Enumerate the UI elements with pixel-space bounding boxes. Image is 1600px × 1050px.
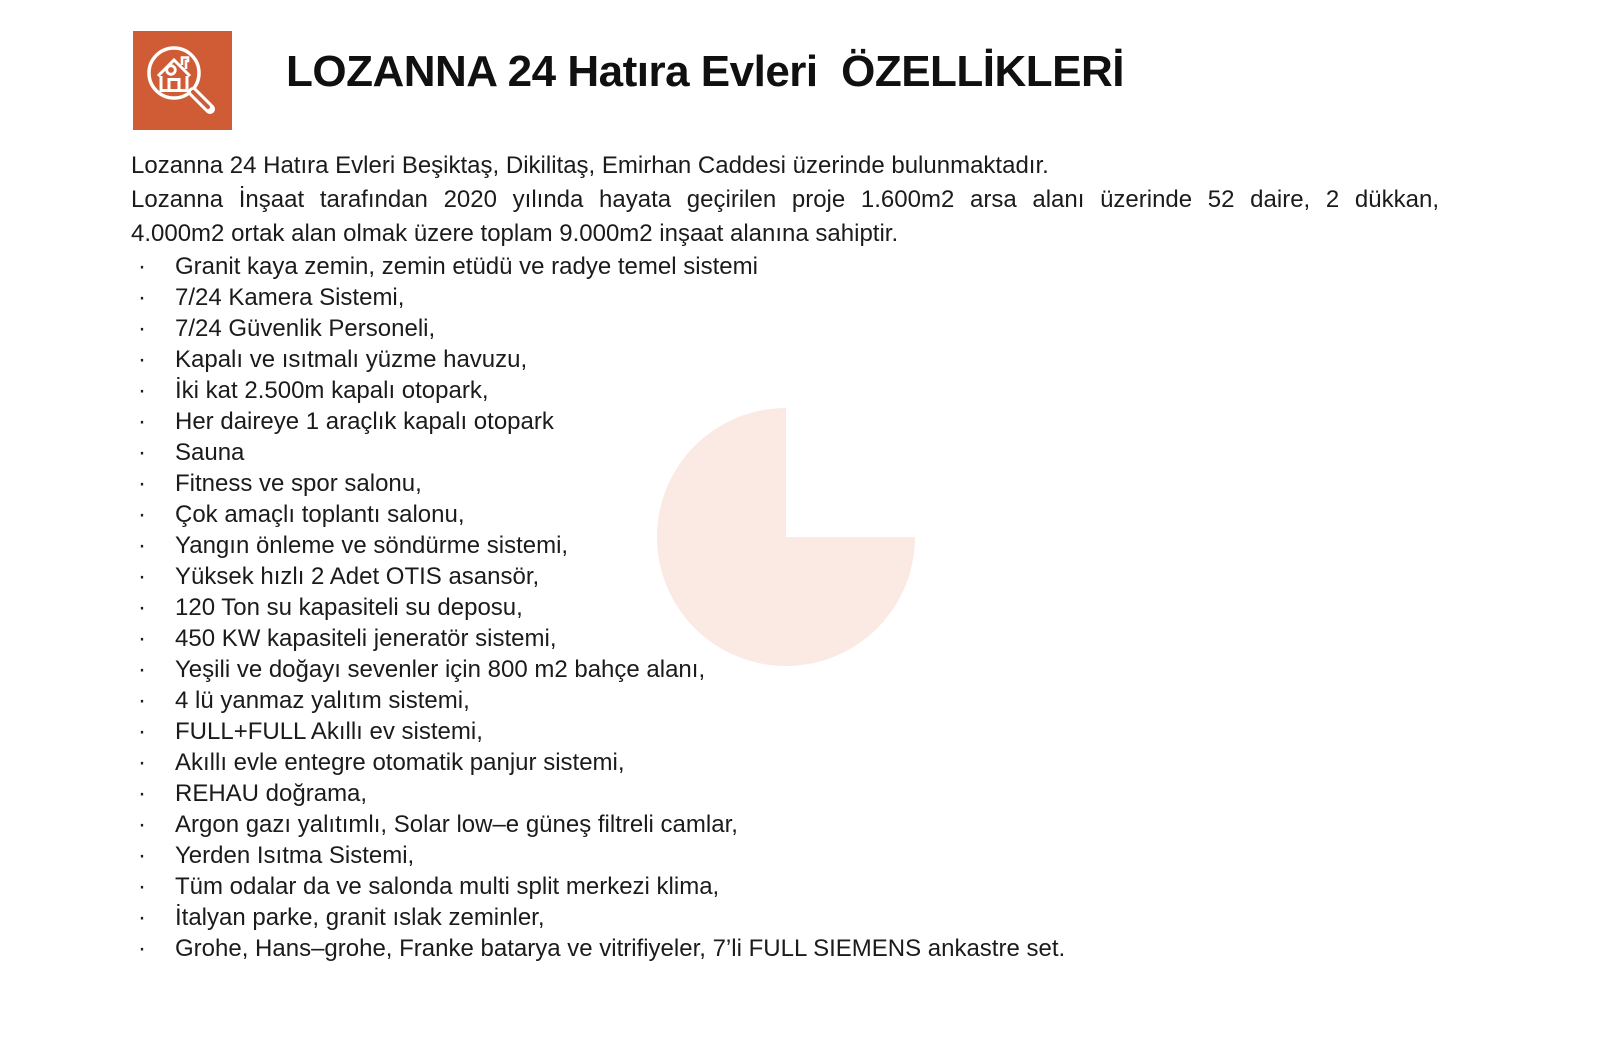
bullet-dot: · [138,594,146,621]
feature-text: Yangın önleme ve söndürme sistemi, [175,532,569,559]
feature-text: İki kat 2.500m kapalı otopark, [175,377,489,404]
feature-item [131,654,1439,685]
feature-item [131,840,1439,871]
feature-item [131,716,1439,747]
feature-text: 120 Ton su kapasiteli su deposu, [175,594,523,621]
feature-text: Çok amaçlı toplantı salonu, [175,501,465,528]
bullet-dot: · [138,315,146,342]
feature-item [131,561,1439,592]
intro [131,149,1439,251]
bullet-dot: · [138,780,146,807]
feature-item [131,747,1439,778]
feature-text: İtalyan parke, granit ıslak zeminler, [175,904,545,931]
bullet-dot: · [138,501,146,528]
feature-item [131,809,1439,840]
bullet-dot: · [138,687,146,714]
feature-text: Akıllı evle entegre otomatik panjur sistemi, [175,749,625,776]
page-title: LOZANNA 24 Hatıra Evleri ÖZELLİKLERİ [286,47,1125,96]
feature-item [131,933,1439,964]
feature-item [131,406,1439,437]
bullet-dot: · [138,563,146,590]
feature-text: FULL+FULL Akıllı ev sistemi, [175,718,483,745]
bullet-dot: · [138,935,146,962]
feature-text: Fitness ve spor salonu, [175,470,422,497]
bullet-dot: · [138,284,146,311]
feature-item [131,623,1439,654]
bullet-dot: · [138,749,146,776]
feature-item [131,344,1439,375]
feature-text: REHAU doğrama, [175,780,368,807]
feature-text: 450 KW kapasiteli jeneratör sistemi, [175,625,557,652]
bullet-dot: · [138,842,146,869]
feature-item [131,592,1439,623]
feature-text: Grohe, Hans–grohe, Franke batarya ve vitrifiyeler, 7’li FULL SIEMENS ankastre set. [175,935,1066,962]
feature-item [131,778,1439,809]
feature-item [131,871,1439,902]
feature-item [131,282,1439,313]
feature-item [131,530,1439,561]
feature-text: Yeşili ve doğayı sevenler için 800 m2 bahçe alanı, [175,656,706,683]
feature-text: Argon gazı yalıtımlı, Solar low–e güneş filtreli camlar, [175,811,738,838]
bullet-dot: · [138,873,146,900]
bullet-dot: · [138,377,146,404]
intro-line-2: Lozanna İnşaat tarafından 2020 yılında hayata geçirilen proje 1.600m2 arsa alanı üzerinde 52 daire, 2 dükkan, [131,186,1439,213]
bullet-dot: · [138,439,146,466]
content [131,149,1439,964]
bullet-dot: · [138,625,146,652]
feature-text: Tüm odalar da ve salonda multi split merkezi klima, [175,873,720,900]
intro-line-3: 4.000m2 ortak alan olmak üzere toplam 9.000m2 inşaat alanına sahiptir. [131,220,899,247]
bullet-dot: · [138,470,146,497]
bullet-dot: · [138,532,146,559]
feature-item [131,685,1439,716]
feature-item [131,437,1439,468]
bullet-dot: · [138,811,146,838]
feature-item [131,468,1439,499]
feature-text: Her daireye 1 araçlık kapalı otopark [175,408,554,435]
feature-text: Granit kaya zemin, zemin etüdü ve radye temel sistemi [175,253,758,280]
feature-text: 7/24 Güvenlik Personeli, [175,315,436,342]
bullet-dot: · [138,253,146,280]
bullet-dot: · [138,346,146,373]
feature-text: Yerden Isıtma Sistemi, [175,842,415,869]
feature-item [131,902,1439,933]
features-list [131,251,1439,964]
feature-text: Yüksek hızlı 2 Adet OTIS asansör, [175,563,540,590]
intro-line-1: Lozanna 24 Hatıra Evleri Beşiktaş, Dikilitaş, Emirhan Caddesi üzerinde bulunmaktadır. [131,152,1049,179]
feature-text: Sauna [175,439,245,466]
bullet-dot: · [138,718,146,745]
bullet-dot: · [138,904,146,931]
feature-text: Kapalı ve ısıtmalı yüzme havuzu, [175,346,528,373]
house-search-icon [133,31,232,130]
feature-text: 7/24 Kamera Sistemi, [175,284,405,311]
feature-item [131,251,1439,282]
feature-item [131,375,1439,406]
feature-item [131,499,1439,530]
feature-item [131,313,1439,344]
feature-text: 4 lü yanmaz yalıtım sistemi, [175,687,470,714]
brand-icon-box [133,31,232,130]
bullet-dot: · [138,656,146,683]
bullet-dot: · [138,408,146,435]
